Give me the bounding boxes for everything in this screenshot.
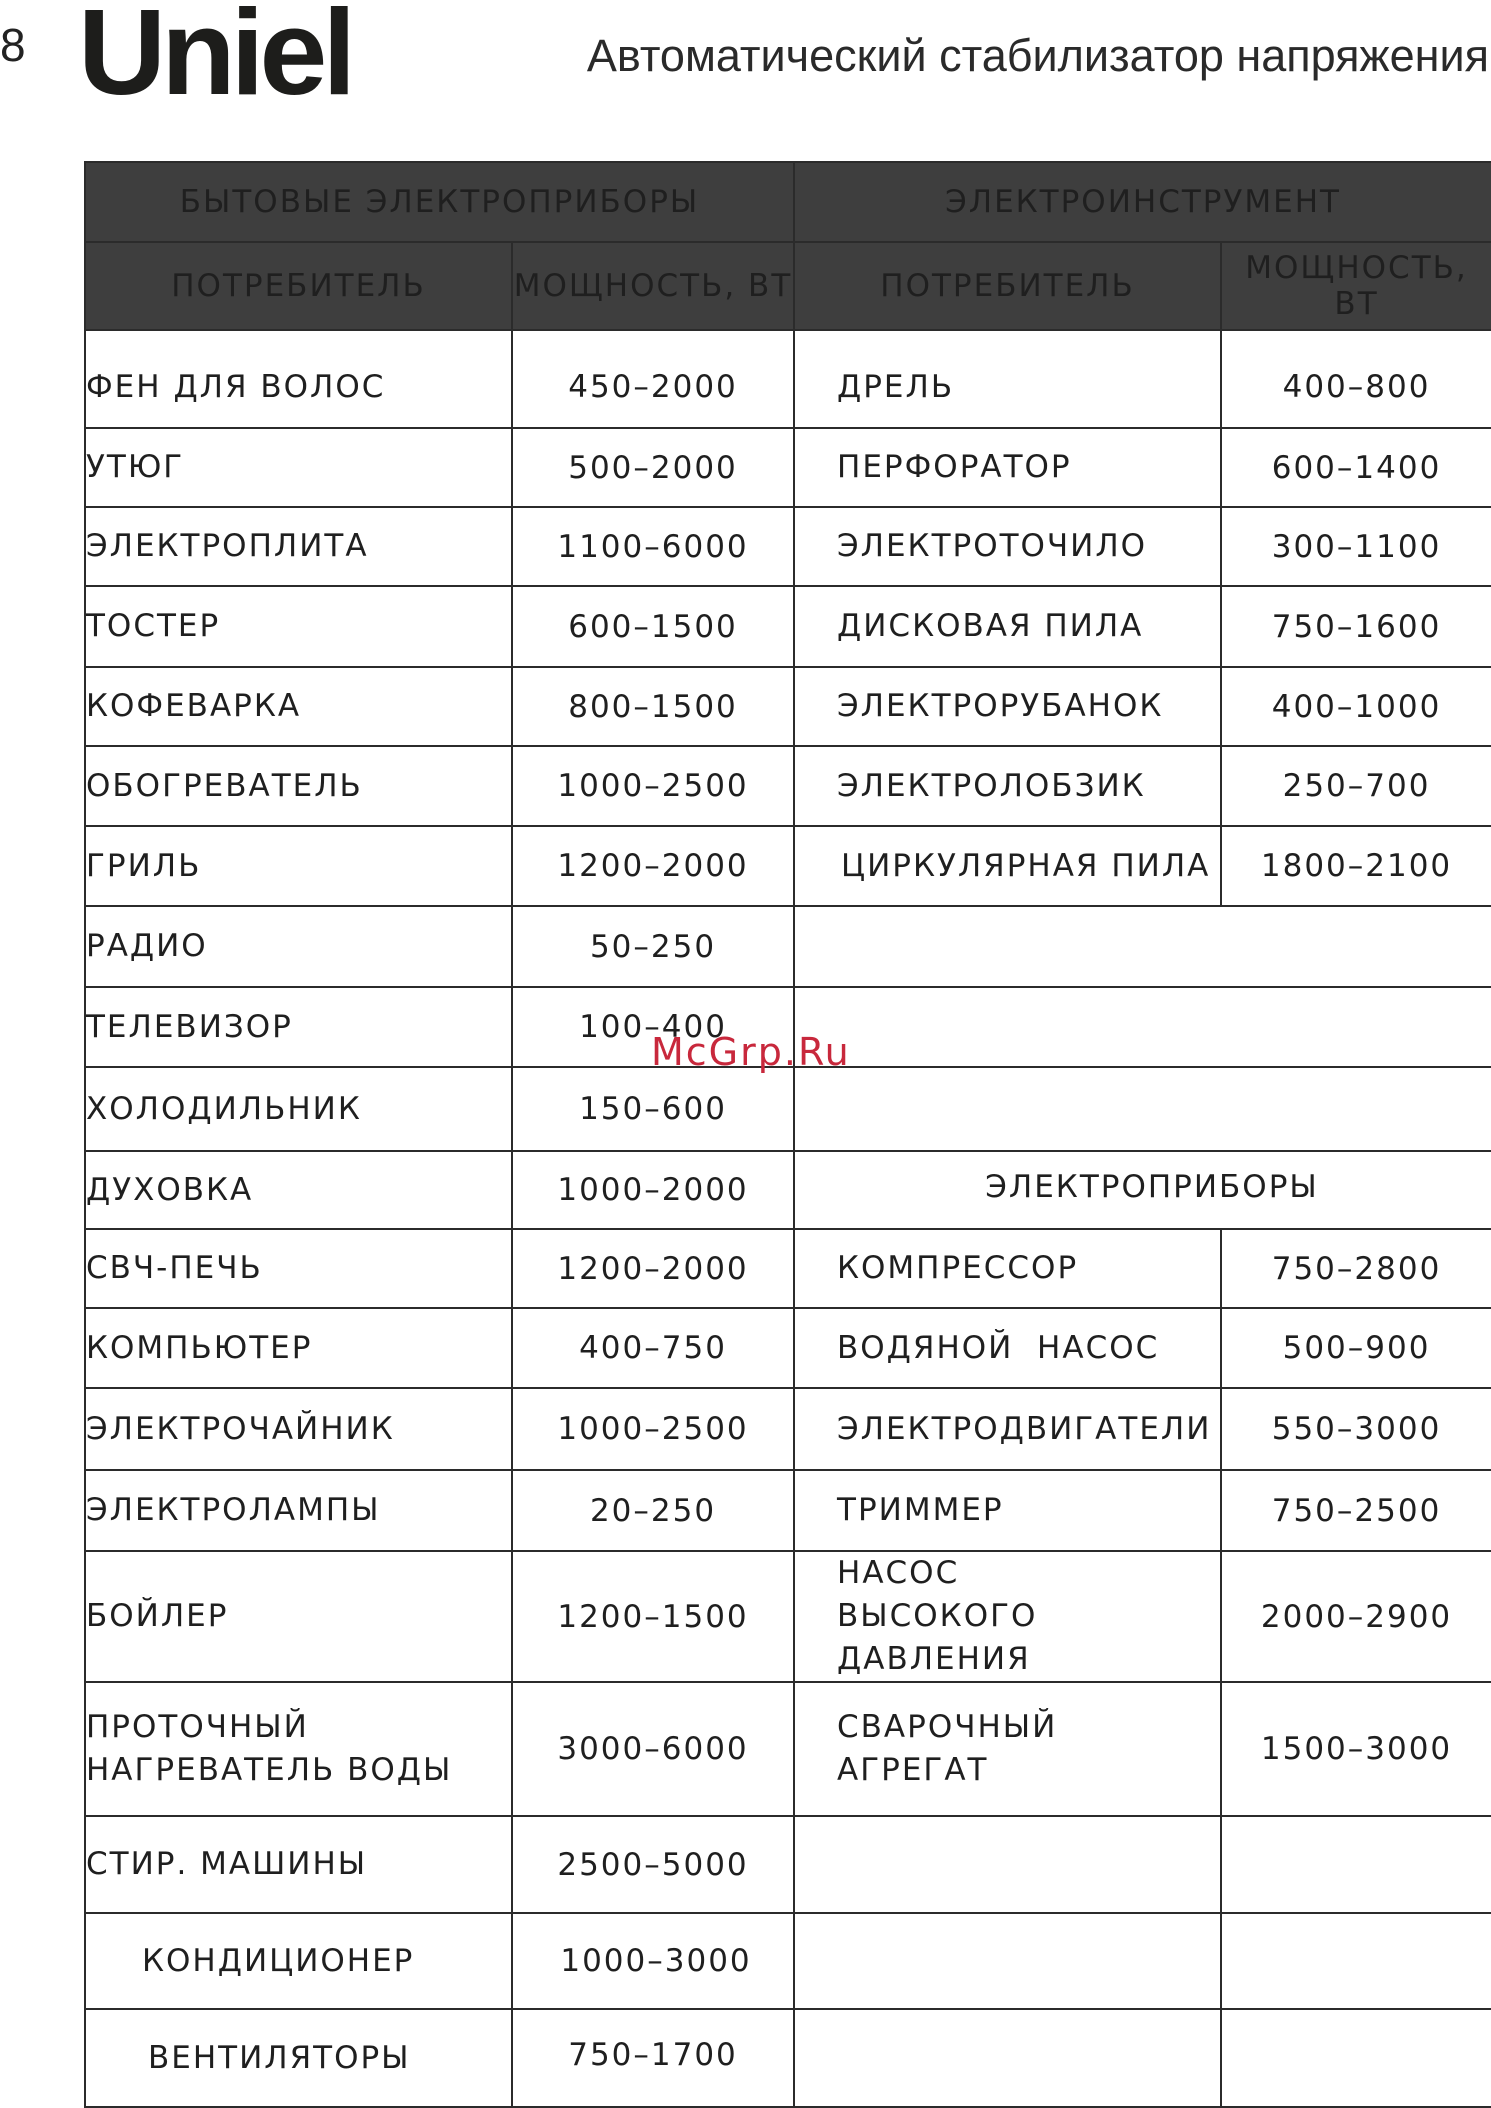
consumer-name: ДУХОВКА [85, 1151, 512, 1229]
table-row [85, 826, 1491, 906]
watermark: McGrp.Ru [651, 1030, 851, 1074]
power-value: 550–3000 [1221, 1388, 1491, 1470]
power-value: 1100–6000 [512, 507, 794, 586]
consumer-name: КОМПРЕССОР [794, 1229, 1221, 1308]
power-value: 250–700 [1221, 746, 1491, 826]
consumer-name: ЭЛЕКТРОЛОБЗИК [794, 746, 1221, 826]
empty-cell [794, 1913, 1221, 2009]
consumer-column-header: ПОТРЕБИТЕЛЬ [85, 242, 512, 330]
power-value: 1000–2000 [512, 1151, 794, 1229]
power-value: 800–1500 [512, 667, 794, 746]
group-header-row [85, 162, 1491, 242]
table-row [85, 906, 1491, 987]
table-row [85, 1388, 1491, 1470]
page-title: Автоматический стабилизатор напряжения [586, 30, 1489, 81]
table-row [85, 1151, 1491, 1229]
uniel-logo: Uniel [78, 0, 352, 120]
consumer-name: ТРИММЕР [794, 1470, 1221, 1551]
power-value: 750–2500 [1221, 1470, 1491, 1551]
consumer-name: БОЙЛЕР [85, 1551, 512, 1682]
power-value: 1000–2500 [512, 746, 794, 826]
consumer-name: ТЕЛЕВИЗОР [85, 987, 512, 1067]
empty-cell [1221, 2009, 1491, 2107]
power-value: 2500–5000 [512, 1816, 794, 1913]
consumer-name: ПЕРФОРАТОР [794, 428, 1221, 507]
consumer-name: ФЕН ДЛЯ ВОЛОС [85, 330, 512, 428]
empty-cell [1221, 1816, 1491, 1913]
consumer-name: ЭЛЕКТРОТОЧИЛО [794, 507, 1221, 586]
power-value: 1200–2000 [512, 1229, 794, 1308]
power-value: 1200–2000 [512, 826, 794, 906]
power-value: 1800–2100 [1221, 826, 1491, 906]
consumer-name: ТОСТЕР [85, 586, 512, 667]
consumer-name: СВАРОЧНЫЙ АГРЕГАТ [794, 1682, 1221, 1816]
consumer-name: СТИР. МАШИНЫ [85, 1816, 512, 1913]
power-value: 750–2800 [1221, 1229, 1491, 1308]
consumer-name: ЭЛЕКТРОЛАМПЫ [85, 1470, 512, 1551]
column-header-row [85, 242, 1491, 330]
consumer-name: ЭЛЕКТРОРУБАНОК [794, 667, 1221, 746]
consumer-name: КОФЕВАРКА [85, 667, 512, 746]
consumer-name: ДИСКОВАЯ ПИЛА [794, 586, 1221, 667]
table-row [85, 586, 1491, 667]
table-row [85, 428, 1491, 507]
power-value: 750–1700 [512, 2009, 794, 2107]
table-row [85, 1067, 1491, 1151]
consumer-name: ВОДЯНОЙ НАСОС [794, 1308, 1221, 1388]
page-number: 8 [0, 19, 26, 71]
power-tools-header: ЭЛЕКТРОИНСТРУМЕНТ [794, 162, 1491, 242]
consumer-name: КОМПЬЮТЕР [85, 1308, 512, 1388]
power-column-header: МОЩНОСТЬ, ВТ [512, 242, 794, 330]
consumer-name: ДРЕЛЬ [794, 330, 1221, 428]
table-row [85, 2009, 1491, 2107]
power-value: 100–400 [512, 987, 794, 1067]
table-row [85, 746, 1491, 826]
consumer-name: ЦИРКУЛЯРНАЯ ПИЛА [794, 826, 1221, 906]
power-value: 400–750 [512, 1308, 794, 1388]
consumer-name: УТЮГ [85, 428, 512, 507]
power-value: 3000–6000 [512, 1682, 794, 1816]
consumer-name: СВЧ-ПЕЧЬ [85, 1229, 512, 1308]
table-row [85, 1229, 1491, 1308]
consumer-name: ХОЛОДИЛЬНИК [85, 1067, 512, 1151]
consumer-name: НАСОС ВЫСОКОГО ДАВЛЕНИЯ [794, 1551, 1221, 1682]
consumer-name: КОНДИЦИОНЕР [85, 1913, 512, 2009]
power-value: 450–2000 [512, 330, 794, 428]
power-value: 400–1000 [1221, 667, 1491, 746]
power-value: 150–600 [512, 1067, 794, 1151]
power-value: 1000–3000 [512, 1913, 794, 2009]
consumer-column-header: ПОТРЕБИТЕЛЬ [794, 242, 1221, 330]
power-value: 1500–3000 [1221, 1682, 1491, 1816]
power-value: 600–1400 [1221, 428, 1491, 507]
power-value: 1000–2500 [512, 1388, 794, 1470]
power-value: 20–250 [512, 1470, 794, 1551]
consumer-name: РАДИО [85, 906, 512, 987]
consumer-name: ЭЛЕКТРОДВИГАТЕЛИ [794, 1388, 1221, 1470]
empty-cell [794, 2009, 1221, 2107]
power-column-header: МОЩНОСТЬ, ВТ [1221, 242, 1491, 330]
empty-cell [794, 1067, 1491, 1151]
table-row [85, 1682, 1491, 1816]
consumer-name: ПРОТОЧНЫЙ НАГРЕВАТЕЛЬ ВОДЫ [85, 1682, 512, 1816]
table-row [85, 1551, 1491, 1682]
power-value: 400–800 [1221, 330, 1491, 428]
empty-cell [794, 987, 1491, 1067]
consumer-name: ЭЛЕКТРОЧАЙНИК [85, 1388, 512, 1470]
table-row [85, 1470, 1491, 1551]
electro-appliances-section-header: ЭЛЕКТРОПРИБОРЫ [794, 1151, 1491, 1229]
power-value: 500–900 [1221, 1308, 1491, 1388]
consumer-name: ЭЛЕКТРОПЛИТА [85, 507, 512, 586]
empty-cell [1221, 1913, 1491, 2009]
table-row [85, 330, 1491, 428]
table-row [85, 1308, 1491, 1388]
power-value: 300–1100 [1221, 507, 1491, 586]
power-value: 2000–2900 [1221, 1551, 1491, 1682]
power-value: 500–2000 [512, 428, 794, 507]
empty-cell [794, 1816, 1221, 1913]
table-row [85, 1913, 1491, 2009]
power-value: 750–1600 [1221, 586, 1491, 667]
table-row [85, 507, 1491, 586]
consumer-name: ОБОГРЕВАТЕЛЬ [85, 746, 512, 826]
household-appliances-header: БЫТОВЫЕ ЭЛЕКТРОПРИБОРЫ [85, 162, 794, 242]
consumer-name: ГРИЛЬ [85, 826, 512, 906]
power-value: 50–250 [512, 906, 794, 987]
power-consumption-table [84, 161, 1491, 2108]
power-value: 1200–1500 [512, 1551, 794, 1682]
empty-cell [794, 906, 1491, 987]
consumer-name: ВЕНТИЛЯТОРЫ [85, 2009, 512, 2107]
power-value: 600–1500 [512, 586, 794, 667]
table-row [85, 1816, 1491, 1913]
table-row [85, 667, 1491, 746]
